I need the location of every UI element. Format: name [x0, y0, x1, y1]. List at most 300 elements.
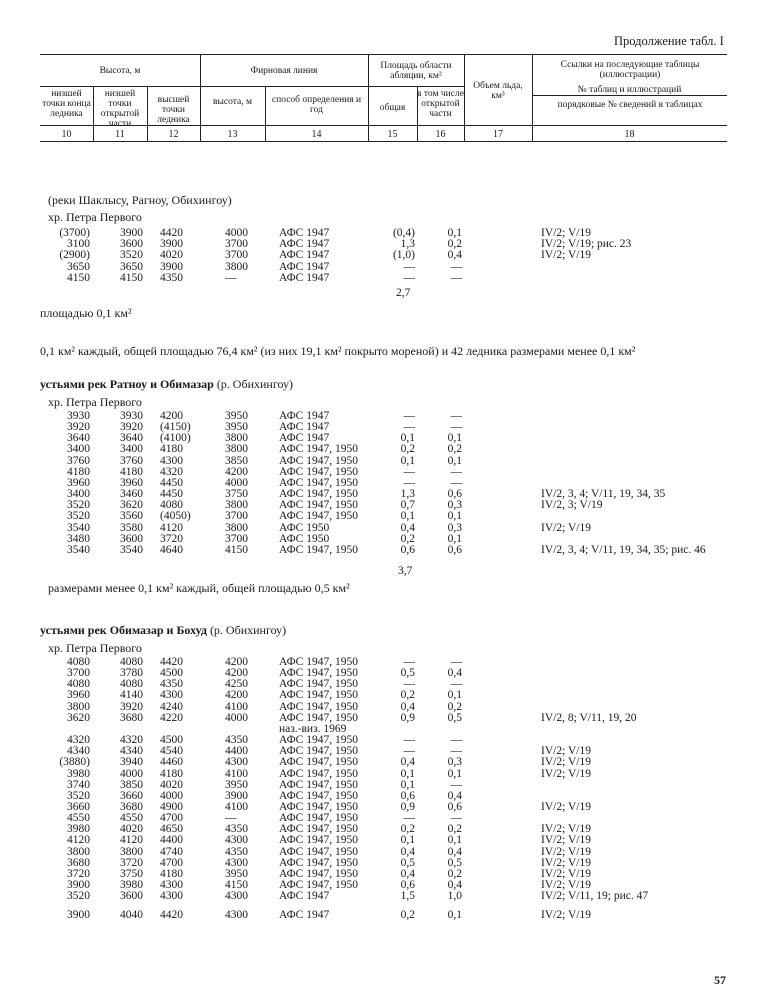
- ablation-open-cell: 0,2: [447, 700, 462, 713]
- h-lowest-open-cell: 3960: [120, 476, 143, 489]
- section-1-title: (реки Шаклысу, Рагноу, Обихингоу): [48, 193, 232, 207]
- section-1-total: 2,7: [396, 287, 411, 299]
- h-lowest-cell: 3520: [67, 499, 90, 512]
- h-lowest-open-cell: 4180: [120, 465, 143, 478]
- header-firn-rule: [200, 86, 368, 87]
- firn-method-cell: АФС 1947, 1950: [279, 667, 358, 680]
- ablation-total-cell: 0,4: [400, 867, 415, 880]
- h-lowest-open-cell: 3640: [120, 432, 143, 445]
- ablation-open-cell: 0,2: [447, 443, 462, 456]
- col-number: 16: [435, 129, 446, 140]
- ablation-open-cell: 0,3: [447, 756, 462, 769]
- firn-method-cell: АФС 1947, 1950: [279, 700, 358, 713]
- ablation-total-cell: 0,2: [400, 532, 415, 545]
- ablation-total-cell: 0,4: [400, 700, 415, 713]
- section-2-pre-note: 0,1 км² каждый, общей площадью 76,4 км² (из них 19,1 км² покрыто мореной) и 42 ледника размерами менее 0,1 км²: [40, 344, 636, 358]
- firn-height-cell: 4350: [225, 845, 248, 858]
- ablation-open-cell: —: [450, 271, 462, 284]
- header-volume: Объем льда, км³: [473, 81, 523, 101]
- ablation-total-cell: 0,2: [400, 443, 415, 456]
- col-number: 13: [227, 129, 238, 140]
- table-row: [0, 679, 773, 690]
- col-number: 12: [168, 129, 179, 140]
- ablation-open-cell: 0,1: [447, 454, 462, 467]
- ablation-open-cell: 0,4: [447, 249, 462, 262]
- firn-height-cell: 4100: [225, 800, 248, 813]
- firn-method-cell: АФС 1947, 1950: [279, 678, 358, 691]
- h-lowest-cell: 4080: [67, 656, 90, 668]
- ablation-open-cell: —: [450, 745, 462, 758]
- firn-method-cell: АФС 1947: [279, 249, 330, 262]
- ablation-open-cell: 0,4: [447, 667, 462, 680]
- firn-method-cell: АФС 1947, 1950: [279, 812, 358, 825]
- h-highest-cell: (4050): [160, 510, 191, 523]
- ablation-open-cell: 0,2: [447, 823, 462, 836]
- ablation-total-cell: 0,6: [400, 879, 415, 891]
- h-highest-cell: 4180: [160, 443, 183, 456]
- h-lowest-cell: 3640: [67, 432, 90, 445]
- firn-method-cell: АФС 1947, 1950: [279, 488, 358, 501]
- firn-method-cell: АФС 1947, 1950: [279, 867, 358, 880]
- ablation-total-cell: —: [403, 271, 415, 284]
- ablation-open-cell: 0,1: [447, 432, 462, 445]
- ablation-total-cell: —: [403, 656, 415, 668]
- h-lowest-open-cell: 3650: [120, 260, 143, 273]
- h-lowest-cell: 3480: [67, 532, 90, 545]
- table-row: [0, 250, 773, 261]
- section-2-note: размерами менее 0,1 км² каждый, общей площадью 0,5 км²: [48, 581, 350, 595]
- firn-height-cell: 3700: [225, 238, 248, 251]
- header-abl-total: общая: [379, 103, 406, 113]
- ablation-open-cell: —: [450, 465, 462, 478]
- section-2-ridge: хр. Петра Первого: [48, 395, 142, 409]
- header-height-rule: [40, 86, 200, 87]
- ablation-open-cell: 0,4: [447, 789, 462, 802]
- table-row: [0, 511, 773, 522]
- h-lowest-open-cell: 3600: [120, 890, 143, 903]
- h-lowest-open-cell: 3920: [120, 700, 143, 713]
- ablation-open-cell: 0,1: [447, 834, 462, 847]
- firn-method-cell: АФС 1947, 1950: [279, 734, 358, 747]
- header-height: Высота, м: [99, 66, 141, 76]
- h-lowest-cell: 4180: [67, 465, 90, 478]
- table-row: [0, 802, 773, 813]
- firn-method-cell: АФС 1947, 1950: [279, 454, 358, 467]
- firn-height-cell: 4200: [225, 667, 248, 680]
- refs-cell: IV/2; V/19: [541, 227, 591, 239]
- h-lowest-open-cell: 3800: [120, 845, 143, 858]
- firn-height-cell: 3800: [225, 443, 248, 456]
- refs-cell: IV/2, 3; V/19: [541, 499, 603, 512]
- h-lowest-cell: (3880): [59, 756, 90, 769]
- ablation-open-cell: —: [450, 260, 462, 273]
- firn-method-cell: АФС 1947, 1950: [279, 823, 358, 836]
- h-lowest-cell: 3680: [67, 856, 90, 869]
- ablation-open-cell: —: [450, 678, 462, 691]
- h-lowest-cell: 3650: [67, 260, 90, 273]
- h-lowest-cell: 3100: [67, 238, 90, 251]
- firn-height-cell: 4350: [225, 734, 248, 747]
- h-lowest-cell: (3700): [59, 227, 90, 239]
- ablation-open-cell: 0,6: [447, 543, 462, 556]
- firn-method-cell: АФС 1947, 1950: [279, 845, 358, 858]
- h-highest-cell: 4450: [160, 488, 183, 501]
- table-row: [0, 835, 773, 846]
- h-lowest-open-cell: 3540: [120, 543, 143, 556]
- h-highest-cell: 4000: [160, 789, 183, 802]
- h-highest-cell: 4300: [160, 689, 183, 702]
- section-3-title: [40, 623, 286, 638]
- firn-height-cell: 4150: [225, 879, 248, 891]
- ablation-open-cell: 0,1: [447, 909, 462, 922]
- firn-method-cell: АФС 1947, 1950: [279, 443, 358, 456]
- table-row: [0, 500, 773, 511]
- firn-height-cell: 4300: [225, 890, 248, 903]
- h-lowest-open-cell: 3900: [120, 227, 143, 239]
- h-highest-cell: 4700: [160, 856, 183, 869]
- h-lowest-cell: (2900): [59, 249, 90, 262]
- ablation-total-cell: 0,1: [400, 510, 415, 523]
- table-row: [0, 869, 773, 880]
- firn-method-cell: АФС 1947: [279, 227, 330, 239]
- h-lowest-cell: 3980: [67, 823, 90, 836]
- table-row: [0, 444, 773, 455]
- h-lowest-open-cell: 3520: [120, 249, 143, 262]
- table-row: [0, 262, 773, 273]
- h-highest-cell: 4240: [160, 700, 183, 713]
- h-lowest-open-cell: 3600: [120, 238, 143, 251]
- col-number: 15: [387, 129, 398, 140]
- table-row: [0, 769, 773, 780]
- firn-height-cell: 4250: [225, 678, 248, 691]
- firn-method-cell: АФС 1947: [279, 421, 330, 434]
- h-lowest-cell: 3620: [67, 711, 90, 724]
- firn-method-cell: АФС 1947, 1950: [279, 800, 358, 813]
- h-lowest-cell: 3760: [67, 454, 90, 467]
- firn-method-cell: АФС 1947, 1950: [279, 834, 358, 847]
- table-row: [0, 824, 773, 835]
- h-highest-cell: 4300: [160, 454, 183, 467]
- refs-cell: IV/2; V/19: [541, 845, 591, 858]
- header-abl-open: в том числе открытой части: [417, 89, 464, 119]
- firn-method-cell: АФС 1947, 1950: [279, 465, 358, 478]
- h-lowest-open-cell: 3720: [120, 856, 143, 869]
- ablation-total-cell: (1,0): [392, 249, 415, 262]
- h-lowest-open-cell: 3750: [120, 867, 143, 880]
- h-lowest-cell: 3800: [67, 845, 90, 858]
- h-highest-cell: 4460: [160, 756, 183, 769]
- ablation-open-cell: 0,2: [447, 867, 462, 880]
- firn-method-cell: АФС 1950: [279, 521, 330, 534]
- h-highest-cell: 4420: [160, 656, 183, 668]
- refs-cell: IV/2; V/19: [541, 249, 591, 262]
- vline-8: [532, 54, 533, 141]
- h-highest-cell: 4120: [160, 521, 183, 534]
- refs-cell: IV/2; V/19: [541, 756, 591, 769]
- table-row: [0, 422, 773, 433]
- firn-height-cell: 3700: [225, 510, 248, 523]
- firn-method-cell: АФС 1947: [279, 260, 330, 273]
- h-highest-cell: 4020: [160, 778, 183, 791]
- h-highest-cell: 3720: [160, 532, 183, 545]
- h-lowest-open-cell: 3620: [120, 499, 143, 512]
- h-lowest-open-cell: 4340: [120, 745, 143, 758]
- ablation-open-cell: 0,1: [447, 767, 462, 780]
- h-lowest-open-cell: 4000: [120, 767, 143, 780]
- firn-height-cell: 4300: [225, 856, 248, 869]
- refs-cell: IV/2; V/19: [541, 834, 591, 847]
- refs-cell: IV/2; V/19: [541, 867, 591, 880]
- firn-height-cell: 4100: [225, 700, 248, 713]
- firn-height-cell: 3950: [225, 867, 248, 880]
- ablation-total-cell: 0,4: [400, 845, 415, 858]
- ablation-open-cell: 0,4: [447, 879, 462, 891]
- refs-cell: IV/2; V/19; рис. 23: [541, 238, 632, 251]
- section-1-note: площадью 0,1 км²: [40, 306, 132, 320]
- h-highest-cell: 4420: [160, 227, 183, 239]
- h-lowest-open-cell: 3760: [120, 454, 143, 467]
- vline-7: [464, 54, 465, 141]
- section-1-ridge: хр. Петра Первого: [48, 210, 142, 224]
- h-lowest-cell: 4080: [67, 678, 90, 691]
- table-row: [0, 702, 773, 713]
- firn-height-cell: 3900: [225, 789, 248, 802]
- h-highest-cell: 4500: [160, 667, 183, 680]
- h-highest-cell: 4420: [160, 909, 183, 922]
- refs-cell: IV/2; V/19: [541, 800, 591, 813]
- firn-method-cell: АФС 1947: [279, 909, 330, 922]
- table-row: [0, 467, 773, 478]
- header-refs-mid: № таблиц и иллюстраций: [577, 85, 682, 95]
- table-row: [0, 273, 773, 284]
- col-number: 18: [624, 129, 635, 140]
- firn-method-cell: АФС 1947, 1950: [279, 510, 358, 523]
- header-ablation-rule: [368, 86, 464, 87]
- firn-method-cell: АФС 1947, 1950: [279, 856, 358, 869]
- firn-height-cell: —: [225, 271, 237, 284]
- firn-height-cell: 3750: [225, 488, 248, 501]
- firn-height-cell: 4400: [225, 745, 248, 758]
- table-row: [0, 690, 773, 701]
- ablation-total-cell: —: [403, 745, 415, 758]
- firn-height-cell: 3800: [225, 260, 248, 273]
- ablation-open-cell: 0,6: [447, 488, 462, 501]
- col-number: 17: [493, 129, 503, 140]
- h-lowest-cell: 3920: [67, 421, 90, 434]
- h-lowest-cell: 3520: [67, 890, 90, 903]
- table-row: [0, 489, 773, 500]
- firn-height-cell: 3950: [225, 410, 248, 422]
- ablation-open-cell: 0,1: [447, 227, 462, 239]
- ablation-total-cell: —: [403, 465, 415, 478]
- firn-method-cell: АФС 1947, 1950: [279, 778, 358, 791]
- table-row: [0, 858, 773, 869]
- header-top-rule: [40, 54, 727, 55]
- firn-method-cell: АФС 1947: [279, 238, 330, 251]
- h-lowest-cell: 3520: [67, 789, 90, 802]
- ablation-total-cell: (0,4): [392, 227, 415, 239]
- h-lowest-cell: 4340: [67, 745, 90, 758]
- refs-cell: IV/2; V/19: [541, 856, 591, 869]
- header-refs-rule: [532, 95, 727, 96]
- ablation-open-cell: —: [450, 734, 462, 747]
- ablation-open-cell: 1,0: [447, 890, 462, 903]
- table-row: [0, 724, 773, 735]
- h-highest-cell: 4200: [160, 410, 183, 422]
- h-lowest-cell: 3700: [67, 667, 90, 680]
- h-highest-cell: 4640: [160, 543, 183, 556]
- h-lowest-cell: 3540: [67, 543, 90, 556]
- h-highest-cell: 4900: [160, 800, 183, 813]
- h-highest-cell: (4100): [160, 432, 191, 445]
- ablation-open-cell: —: [450, 778, 462, 791]
- firn-height-cell: 4000: [225, 476, 248, 489]
- firn-height-cell: 3950: [225, 778, 248, 791]
- ablation-total-cell: —: [403, 678, 415, 691]
- firn-method-cell: АФС 1947: [279, 890, 330, 903]
- h-lowest-open-cell: 3850: [120, 778, 143, 791]
- table-row: [0, 910, 773, 921]
- firn-method-cell: наз.-виз. 1969: [279, 722, 347, 735]
- firn-height-cell: 4300: [225, 834, 248, 847]
- h-lowest-open-cell: 4320: [120, 734, 143, 747]
- ablation-total-cell: 0,4: [400, 521, 415, 534]
- header-h-lowest-open: низшей точки открытой части: [100, 89, 140, 129]
- h-highest-cell: 4350: [160, 271, 183, 284]
- firn-height-cell: 4200: [225, 689, 248, 702]
- page-number: 57: [714, 973, 726, 987]
- section-2-total: 3,7: [398, 565, 413, 577]
- table-row: [0, 735, 773, 746]
- refs-cell: IV/2; V/19: [541, 521, 591, 534]
- firn-height-cell: 3850: [225, 454, 248, 467]
- ablation-total-cell: 0,2: [400, 689, 415, 702]
- ablation-open-cell: 0,2: [447, 238, 462, 251]
- firn-height-cell: 4000: [225, 711, 248, 724]
- h-lowest-open-cell: 3460: [120, 488, 143, 501]
- header-firn-method: способ определения и год: [271, 95, 362, 115]
- ablation-total-cell: 0,1: [400, 767, 415, 780]
- table-row: [0, 813, 773, 824]
- table-row: [0, 228, 773, 239]
- ablation-total-cell: 0,1: [400, 834, 415, 847]
- refs-cell: IV/2; V/19: [541, 909, 591, 922]
- firn-height-cell: 4150: [225, 543, 248, 556]
- firn-method-cell: АФС 1947, 1950: [279, 789, 358, 802]
- refs-cell: IV/2; V/19: [541, 823, 591, 836]
- table-row: [0, 668, 773, 679]
- col-number: 10: [61, 129, 72, 140]
- ablation-open-cell: —: [450, 410, 462, 422]
- h-highest-cell: 4450: [160, 476, 183, 489]
- ablation-total-cell: 1,3: [400, 238, 415, 251]
- table-row: [0, 456, 773, 467]
- ablation-open-cell: 0,6: [447, 800, 462, 813]
- firn-height-cell: 4300: [225, 909, 248, 922]
- h-lowest-cell: 4150: [67, 271, 90, 284]
- ablation-open-cell: 0,5: [447, 711, 462, 724]
- firn-height-cell: 4100: [225, 767, 248, 780]
- ablation-total-cell: 0,6: [400, 543, 415, 556]
- table-row: [0, 891, 773, 902]
- h-lowest-open-cell: 3400: [120, 443, 143, 456]
- h-lowest-open-cell: 3980: [120, 879, 143, 891]
- ablation-open-cell: 0,5: [447, 856, 462, 869]
- header-ablation: Площадь области абляции, км²: [380, 61, 452, 81]
- ablation-total-cell: 0,1: [400, 454, 415, 467]
- table-row: [0, 523, 773, 534]
- h-lowest-cell: 3980: [67, 767, 90, 780]
- h-lowest-cell: 3900: [67, 879, 90, 891]
- h-highest-cell: 4740: [160, 845, 183, 858]
- col-number: 11: [115, 129, 125, 140]
- header-refs-top: Ссылки на последующие таблицы (иллюстрации): [560, 60, 700, 80]
- firn-height-cell: 4200: [225, 465, 248, 478]
- h-lowest-cell: 3740: [67, 778, 90, 791]
- h-lowest-open-cell: 4080: [120, 656, 143, 668]
- h-lowest-open-cell: 3660: [120, 789, 143, 802]
- table-row: [0, 411, 773, 422]
- h-lowest-open-cell: 3680: [120, 800, 143, 813]
- firn-method-cell: АФС 1947, 1950: [279, 656, 358, 668]
- refs-cell: IV/2; V/19: [541, 879, 591, 891]
- h-lowest-cell: 3930: [67, 410, 90, 422]
- firn-method-cell: АФС 1947: [279, 432, 330, 445]
- h-lowest-cell: 3520: [67, 510, 90, 523]
- h-lowest-open-cell: 3580: [120, 521, 143, 534]
- ablation-open-cell: —: [450, 656, 462, 668]
- h-lowest-open-cell: 4080: [120, 678, 143, 691]
- section-3-title-rest: (р. Обихингоу): [209, 623, 287, 637]
- ablation-open-cell: 0,4: [447, 845, 462, 858]
- refs-cell: IV/2; V/19: [541, 767, 591, 780]
- section-3-title-bold: устьями рек Обимазар и Бохуд: [40, 623, 207, 637]
- ablation-open-cell: 0,1: [447, 532, 462, 545]
- h-lowest-cell: 3960: [67, 476, 90, 489]
- firn-height-cell: 4300: [225, 756, 248, 769]
- firn-method-cell: АФС 1947, 1950: [279, 756, 358, 769]
- header-h-lowest: низшей точки конца ледника: [42, 89, 91, 119]
- ablation-total-cell: 0,1: [400, 432, 415, 445]
- firn-height-cell: 3700: [225, 249, 248, 262]
- h-lowest-open-cell: 3940: [120, 756, 143, 769]
- h-lowest-cell: 3900: [67, 909, 90, 922]
- refs-cell: IV/2, 3, 4; V/11, 19, 34, 35; рис. 46: [541, 543, 706, 556]
- h-highest-cell: 4300: [160, 879, 183, 891]
- header-refs-bottom: порядковые № сведений в таблицах: [557, 100, 703, 110]
- h-highest-cell: 4400: [160, 834, 183, 847]
- ablation-open-cell: —: [450, 421, 462, 434]
- firn-height-cell: 4200: [225, 656, 248, 668]
- firn-method-cell: АФС 1947: [279, 271, 330, 284]
- header-bottom-rule: [40, 141, 727, 142]
- h-lowest-open-cell: 4550: [120, 812, 143, 825]
- ablation-open-cell: 0,3: [447, 499, 462, 512]
- h-highest-cell: 4320: [160, 465, 183, 478]
- table-row: [0, 791, 773, 802]
- ablation-total-cell: —: [403, 410, 415, 422]
- h-highest-cell: 4700: [160, 812, 183, 825]
- h-lowest-cell: 3960: [67, 689, 90, 702]
- refs-cell: IV/2, 8; V/11, 19, 20: [541, 711, 637, 724]
- h-highest-cell: (4150): [160, 421, 191, 434]
- firn-method-cell: АФС 1947, 1950: [279, 767, 358, 780]
- ablation-total-cell: —: [403, 421, 415, 434]
- ablation-total-cell: 0,2: [400, 909, 415, 922]
- table-row: [0, 847, 773, 858]
- table-row: [0, 757, 773, 768]
- h-lowest-open-cell: 4040: [120, 909, 143, 922]
